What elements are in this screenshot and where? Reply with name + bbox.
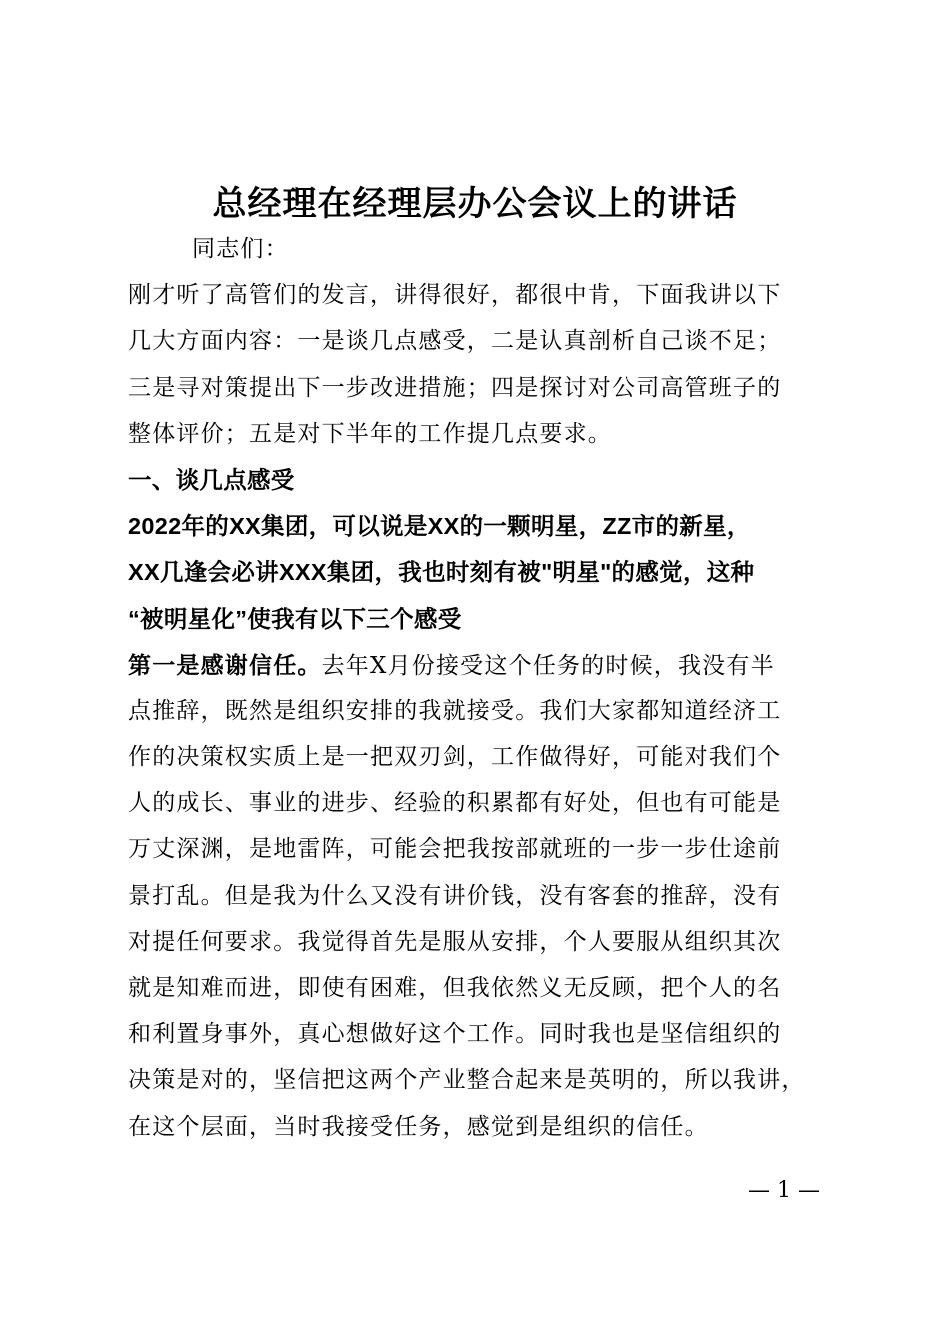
- section-heading: 一、谈几点感受: [128, 466, 295, 493]
- text-line: 人的成长、事业的进步、经验的积累都有好处，但也有可能是: [128, 790, 782, 817]
- text-line: 景打乱。但是我为什么又没有讲价钱，没有客套的推辞，没有: [128, 882, 782, 909]
- text-line: 2022年的XX集团，可以说是XX的一颗明星，ZZ市的新星，: [128, 513, 751, 540]
- text-line: 刚才听了高管们的发言，讲得很好，都很中肯，下面我讲以下: [128, 282, 782, 309]
- text-line: 在这个层面，当时我接受任务，感觉到是组织的信任。: [128, 1113, 709, 1140]
- text-line: 作的决策权实质上是一把双刃剑，工作做得好，可能对我们个: [128, 744, 782, 771]
- document-body: [128, 226, 833, 1150]
- text-line: 就是知难而进，即使有困难，但我依然义无反顾，把个人的名: [128, 975, 782, 1001]
- section-intro-paragraph: [128, 503, 833, 642]
- text-line: 万丈深渊，是地雷阵，可能会把我按部就班的一步一步仕途前: [128, 836, 782, 863]
- text-line: 对提任何要求。我觉得首先是服从安排，个人要服从组织其次: [128, 928, 782, 955]
- text-line: 整体评价；五是对下半年的工作提几点要求。: [128, 420, 612, 447]
- text-line: 和利置身事外，真心想做好这个工作。同时我也是坚信组织的: [128, 1021, 782, 1048]
- text-line: 点推辞，既然是组织安排的我就接受。我们大家都知道经济工: [128, 697, 782, 724]
- page-number: — 1 —: [748, 1178, 820, 1203]
- salutation: 同志们：: [192, 236, 289, 262]
- text-line: [128, 642, 833, 688]
- document-title: 总经理在经理层办公会议上的讲话: [212, 184, 738, 224]
- text-line: 三是寻对策提出下一步改进措施；四是探讨对公司高管班子的: [128, 374, 782, 401]
- text-line: “被明星化”使我有以下三个感受: [128, 605, 462, 632]
- text-line: XX几逢会必讲XXX集团，我也时刻有被"明星"的感觉，这种: [128, 559, 755, 586]
- point-paragraph: [128, 642, 833, 1150]
- point-text: 去年X月份接受这个任务的时候，我没有半: [321, 652, 775, 679]
- text-line: 决策是对的，坚信把这两个产业整合起来是英明的，所以我讲，: [128, 1067, 806, 1094]
- intro-paragraph: [128, 272, 833, 457]
- text-line: 几大方面内容：一是谈几点感受，二是认真剖析自己谈不足；: [128, 328, 782, 355]
- point-lead: 第一是感谢信任。: [128, 651, 322, 678]
